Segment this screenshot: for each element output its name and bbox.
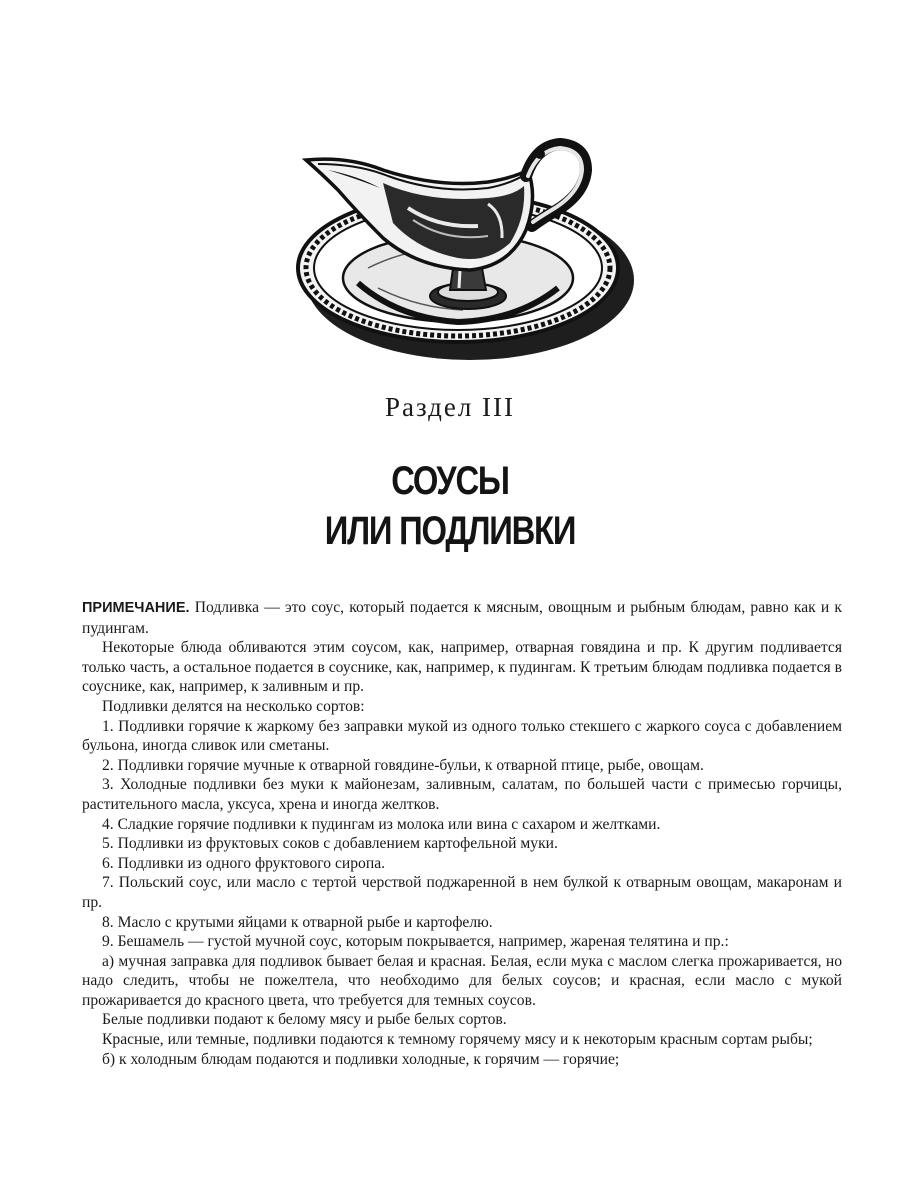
paragraph: 3. Холодные подливки без муки к майонезам, заливным, салатам, по большей части с примесью горчицы, растительного масла, уксуса, хрена и иногда желтков. xyxy=(82,776,842,813)
paragraph: Красные, или темные, подливки подаются к темному горячему мясу и к некоторым красным сортам рыбы; xyxy=(102,1031,813,1049)
paragraph: Подливки делятся на несколько сортов: xyxy=(102,697,365,715)
paragraph: б) к холодным блюдам подаются и подливки холодные, к горячим — горячие; xyxy=(102,1050,620,1068)
paragraph: 8. Масло с крутыми яйцами к отварной рыбе и картофелю. xyxy=(102,913,493,931)
paragraph: Белые подливки подают к белому мясу и рыбе белых сортов. xyxy=(102,1011,507,1029)
paragraph: 7. Польский соус, или масло с тертой черствой поджаренной в нем булкой к отварным овощам, макаронам и пр. xyxy=(82,874,842,911)
gravy-boat-icon xyxy=(288,118,638,368)
paragraph: Некоторые блюда обливаются этим соусом, как, например, отварная говядина и пр. К другим подливается только часть, а остальное подается в соуснике, как, например, к пудингам. К третьим блюдам подливка подается в соуснике, как, например, к заливным и пр. xyxy=(82,639,842,696)
paragraph: 2. Подливки горячие мучные к отварной говядине-бульи, к отварной птице, рыбе, овощам. xyxy=(102,756,704,774)
section-label: Раздел III xyxy=(384,392,516,422)
chapter-title-line-2: ИЛИ ПОДЛИВКИ xyxy=(324,509,576,553)
paragraph: 5. Подливки из фруктовых соков с добавлением картофельной муки. xyxy=(102,835,558,853)
paragraph: 6. Подливки из одного фруктового сиропа. xyxy=(102,854,386,872)
note-text: Подливка — это соус, который подается к мясным, овощным и рыбным блюдам, равно как и к пудингам. xyxy=(82,599,842,637)
paragraph: а) мучная заправка для подливок бывает белая и красная. Белая, если мука с маслом слегка прожаривается, но надо следить, чтобы не пожелтела, что необходимо для белых соусов; и красная, если масло с мукой прожаривается до красного цвета, что требуется для темных соусов. xyxy=(82,952,842,1009)
chapter-title-line-1: СОУСЫ xyxy=(391,459,509,503)
body-text xyxy=(82,598,842,1069)
paragraph: 9. Бешамель — густой мучной соус, которым покрывается, например, жареная телятина и пр.: xyxy=(102,933,729,951)
paragraph: 1. Подливки горячие к жаркому без заправки мукой из одного только стекшего с жаркого соуса с добавлением бульона, иногда сливок или сметаны. xyxy=(82,717,842,755)
paragraph: 4. Сладкие горячие подливки к пудингам из молока или вина с сахаром и желтками. xyxy=(102,815,661,833)
chapter-title xyxy=(81,456,819,556)
note-paragraph xyxy=(82,598,842,638)
note-label: ПРИМЕЧАНИЕ. xyxy=(82,600,190,616)
